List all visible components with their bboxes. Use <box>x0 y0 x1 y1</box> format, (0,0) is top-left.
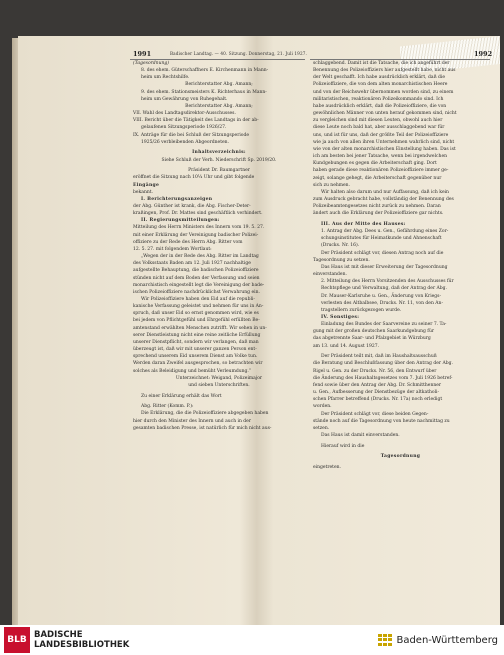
text-line: gung mit der großen deutschen Saarkundgebung für <box>313 329 435 335</box>
text-line: „Wegen der in der Rede des Abg. Ritter im Landtag <box>141 254 259 260</box>
text-line: ändert auch die Erklärung der Polizeioffiziere gar nichts. <box>313 211 444 217</box>
text-line: Benennung des Polizeioffiziers hier aufgestellt habe, nicht aus <box>313 68 456 74</box>
text-line: und sieben Unterschriften. <box>188 382 250 388</box>
text-line: (Drucks. Nr. 16). <box>321 243 360 249</box>
text-line: Wir Polizeioffiziere haben den Eid auf die republi- <box>141 297 255 302</box>
text-line: wie von der alten monarchistischen Einstellung haben. Das ist <box>313 146 456 152</box>
text-line: kanische Verfassung geleistet und nehmen für uns in An- <box>133 304 264 310</box>
text-line: ich am besten bei jener Tatsache, wenn bei irgendwelchen <box>313 154 448 160</box>
text-line: sich zu nehmen. <box>313 182 351 188</box>
text-line: verlesten des Altbalbsee, Drucks. Nr. 11, von den An- <box>321 300 443 306</box>
page-number-right: 1992 <box>474 50 493 58</box>
text-line: am 13. und 14. August 1927. <box>313 343 380 349</box>
right-text-column <box>313 60 488 471</box>
blb-name-line2: LANDESBIBLIOTHEK <box>34 640 130 650</box>
text-line: II. Regierungsmitteilungen: <box>141 218 220 224</box>
bw-lion-icon <box>378 634 392 646</box>
text-line: spruch, daß unser Eid so ernst genommen wird, wie es <box>133 311 259 317</box>
text-line: Werden daran Zweifel ausgesprochen, so betrachten wir <box>133 361 263 367</box>
text-line: Das Haus ist mit dieser Erweiterung der Tagesordnung <box>321 264 448 270</box>
text-line: einverstanden. <box>313 272 347 278</box>
text-line: setzen. <box>313 425 330 431</box>
text-line: die Änderung des Haushaltsgesetzes vom 7. Juli 1926 betref- <box>313 375 453 381</box>
text-line: Der Präsident schlägt vor, diesen Antrag noch auf die <box>321 250 444 256</box>
text-line: Präsident Dr. Baumgartner <box>188 168 250 174</box>
text-line: III. Aus der Mitte des Hauses: <box>321 221 406 227</box>
text-line: Berichterstatter Abg. Amann; <box>185 103 253 109</box>
text-line: hier durch den Minister des Innern und auch in der <box>133 418 251 424</box>
left-text-column <box>133 60 305 432</box>
running-title: Badischer Landtag. — 40. Sitzung. Donnerstag, 21. Juli 1927. <box>170 51 307 56</box>
text-line: Rigel u. Gen. zu der Drucks. Nr. 56, den Entwurf über <box>313 368 437 374</box>
text-line: der Welt geschafft. Ich habe ausdrücklich erklärt, daß die <box>313 75 445 81</box>
text-line: Dr. Mauser-Karlsruhe u. Gen., Änderung von Kriegs- <box>321 293 442 299</box>
text-line: offiziere zu der Rede des Herrn Abg. Ritter vom <box>133 239 243 245</box>
text-line: sprechend unserem Eid unserem Dienst am Volke tun. <box>133 354 258 360</box>
text-line: die Beratung und Beschlußfassung über den Antrag der Abg. <box>313 361 453 367</box>
text-line: ischen Polizeioffiziere nachdrücklichst Verwahrung ein. <box>133 289 260 295</box>
text-line: Einladung des Bundes der Saarvereine zu seiner 7. Ta- <box>321 322 447 328</box>
text-line: I. Berichterungsanzeigen <box>141 196 213 202</box>
text-line: uns, und ist für uns, daß der größte Teil der Polizeioffiziere <box>313 132 449 138</box>
text-line: monarchistisch eingestellt legt die Vereinigung der bade- <box>133 282 265 288</box>
text-line: serer Dienstleistung nicht eine reine zeitliche Erfüllung <box>133 332 261 338</box>
text-line: und von der Reichswehr übernommen worden sind, zu einem <box>313 89 454 95</box>
text-line: Polizeibeamtengesetzes nicht zurück zu nehmen. Daran <box>313 204 441 210</box>
text-line: Der Präsident teilt mit, daß im Haushaltsausschuß <box>321 354 437 360</box>
text-line: 9. des ehem. Stationsmeisters K. Richterhaus in Mann- <box>141 89 267 95</box>
text-line: haben gerade diese reaktionären Polizeioffiziere immer ge- <box>313 168 449 174</box>
text-line: des Volksstaats Baden am 12. Juli 1927 nachhaltige <box>133 261 251 267</box>
text-line: stünden nicht auf dem Boden der Verfassung und seien <box>133 275 260 281</box>
text-line: 8. des ehem. Güterschaffners E. Kirchenmann in Mann- <box>141 68 269 74</box>
text-line: schen Pfarrer betreffend (Drucks. Nr. 17a) noch erledigt <box>313 397 443 403</box>
text-line: VIII. Bericht über die Tätigkeit des Landtags in der ab- <box>133 118 259 124</box>
text-line: zeigt, solange gehegt, die Arbeiterschaft gegenüber nur <box>313 175 442 181</box>
text-line: bei jedem von Pflichtgefühl und Ehrgefühl erfüllten Be- <box>133 318 260 324</box>
text-line: Zu einer Erklärung erhält das Wort <box>141 393 222 399</box>
text-line: 12. 5. 27. mit folgendem Wortlaut: <box>133 246 212 252</box>
text-line: solches als Beleidigung und bemüht Verleumdung.“ <box>133 368 252 374</box>
blb-name[interactable] <box>34 630 129 650</box>
text-line: schungsinstitutes für Heimatkunde und Ahnenschaft <box>321 236 442 242</box>
text-line: Abg. Ritter (Komm. P.): <box>141 404 194 410</box>
text-line: schlaggebend. Damit ist die Tatsache, die ich angeführt der <box>313 61 450 66</box>
text-line: Polizeioffiziere, die von dem alten monarchistischen Heere <box>313 82 448 88</box>
text-line: heim um Gewährung von Ruhegehalt. <box>141 96 228 102</box>
text-line: Wir halten also darum und nur Auffassung, daß ich kein <box>321 189 449 195</box>
text-line: 2. Mitteilung des Herrn Vorsitzenden des Ausschusses für <box>321 279 454 285</box>
blb-name-line1: BADISCHE <box>34 630 83 640</box>
text-line: Tagesordnung zu setzen. <box>313 257 370 263</box>
text-line: Mitteilung des Herrn Ministers des Innern vom 19. 5. 27. <box>133 225 265 231</box>
text-line: das abgetrennte Saar- und Pfalzgebiet in Würzburg <box>313 336 431 342</box>
footer-bar <box>0 625 504 655</box>
text-line: kraßingen, Prof. Dr. Mattes sind geschäftlich verhindert. <box>133 211 263 217</box>
text-line: eröffnet die Sitzung nach 10¼ Uhr und gibt folgende <box>133 175 255 181</box>
text-line: Kundgebungen es gegen die Arbeiterschaft ging. Dort <box>313 161 437 167</box>
text-line: militaristischen, reaktionären Polizeikommando sind. Ich <box>313 96 444 102</box>
text-line: wie ja auch von allen ihren Unternehmen wahrlich sind, nicht <box>313 139 455 145</box>
bw-logo[interactable] <box>378 634 498 646</box>
text-line: Berichterstatter Abg. Amann; <box>185 82 253 88</box>
text-line: der Abg. Günther ist krank, die Abg. Fischer-Deter- <box>133 203 251 209</box>
text-line: zum Ausdruck gebracht habe, vollständig der Benennung des <box>313 196 454 202</box>
text-line: Eingänge <box>133 182 160 188</box>
text-line: fend sowie über den Antrag der Abg. Dr. Schmitthenner <box>313 382 442 388</box>
text-line: gelaufenen Sitzungsperiode 1926/27. <box>141 125 227 131</box>
page-number-left: 1991 <box>133 50 152 58</box>
text-line: zu vergleichen sind mit diesen Leuten, obwohl auch hier <box>313 118 443 124</box>
text-line: 1925/26 verbleibenden Abgeordneten. <box>141 139 229 145</box>
text-line: IV. Sonstiges: <box>321 314 360 320</box>
text-line: stände noch auf die Tagesordnung von heute nachmittag zu <box>313 418 450 424</box>
text-line: mit einer Erklärung der Vereinigung badischer Polizei- <box>133 232 259 238</box>
text-line: u. Gen., Aufbesserung der Dienstbezüge der altkatholi- <box>313 390 440 396</box>
text-line: Siehe Schluß der Verh. Niederschrift Sp. 2019/20. <box>161 157 277 163</box>
text-line: Die Erklärung, die die Polizeioffiziere abgegeben haben <box>141 411 269 417</box>
text-line: amtenstand erwählten Menschen zutrifft. Wir sehen in un- <box>133 325 267 331</box>
text-line: gesamten badischen Presse, ist natürlich für mich nicht aus- <box>133 425 272 431</box>
text-line: bekannt. <box>133 189 153 195</box>
blb-logo[interactable]: BLB <box>4 627 30 653</box>
text-line: heim um Rechtshilfe. <box>141 75 190 81</box>
text-line: unserer Dienstpflicht, sondern wir verlangen, daß man <box>133 339 259 345</box>
text-line: 1. Antrag der Abg. Dees u. Gen., Gefährdung eines Zor- <box>321 229 449 235</box>
text-line: habe ausdrücklich erklärt, daß die Polizeioffiziere, die von <box>313 103 447 109</box>
text-line: Rechtspflege und Verwaltung, daß der Antrag der Abg. <box>321 286 447 292</box>
text-line: diese Leute noch bald hat, aber ausschlaggebend war für <box>313 125 445 131</box>
text-line: aufgestellte Behauptung, die badischen Polizeioffiziere <box>133 268 259 274</box>
text-line: Das Haus ist damit einverstanden. <box>321 432 400 438</box>
text-line: Inhaltsverzeichnis: <box>192 150 246 156</box>
text-line: überzeugt ist, daß wir mit unserer ganzen Person ent- <box>133 347 257 353</box>
text-line: eingetreten. <box>313 464 341 470</box>
text-line: Unterzeichnet: Weigand, Polizeimajor <box>175 375 263 381</box>
bw-logo-text: Baden-Württemberg <box>396 634 498 646</box>
text-line: worden. <box>313 404 332 410</box>
text-line: gewöhnlichen Männer von unten herauf gekommen sind, nicht <box>313 111 457 117</box>
text-line: VII. Wahl des Landtagsdirektor-Ausschusses. <box>133 111 236 117</box>
text-line: Der Präsident schlägt vor, diese beiden Gegen- <box>321 411 429 417</box>
text-line: IX. Anträge für die bei Schluß der Sitzungsperiode <box>133 132 250 138</box>
text-line: (Tagesordnung) <box>133 61 170 66</box>
text-line: Tagesordnung <box>380 454 421 460</box>
text-line: Hierauf wird in die <box>321 443 365 449</box>
text-line: tragstellern zurückgezogen wurde. <box>321 307 402 313</box>
